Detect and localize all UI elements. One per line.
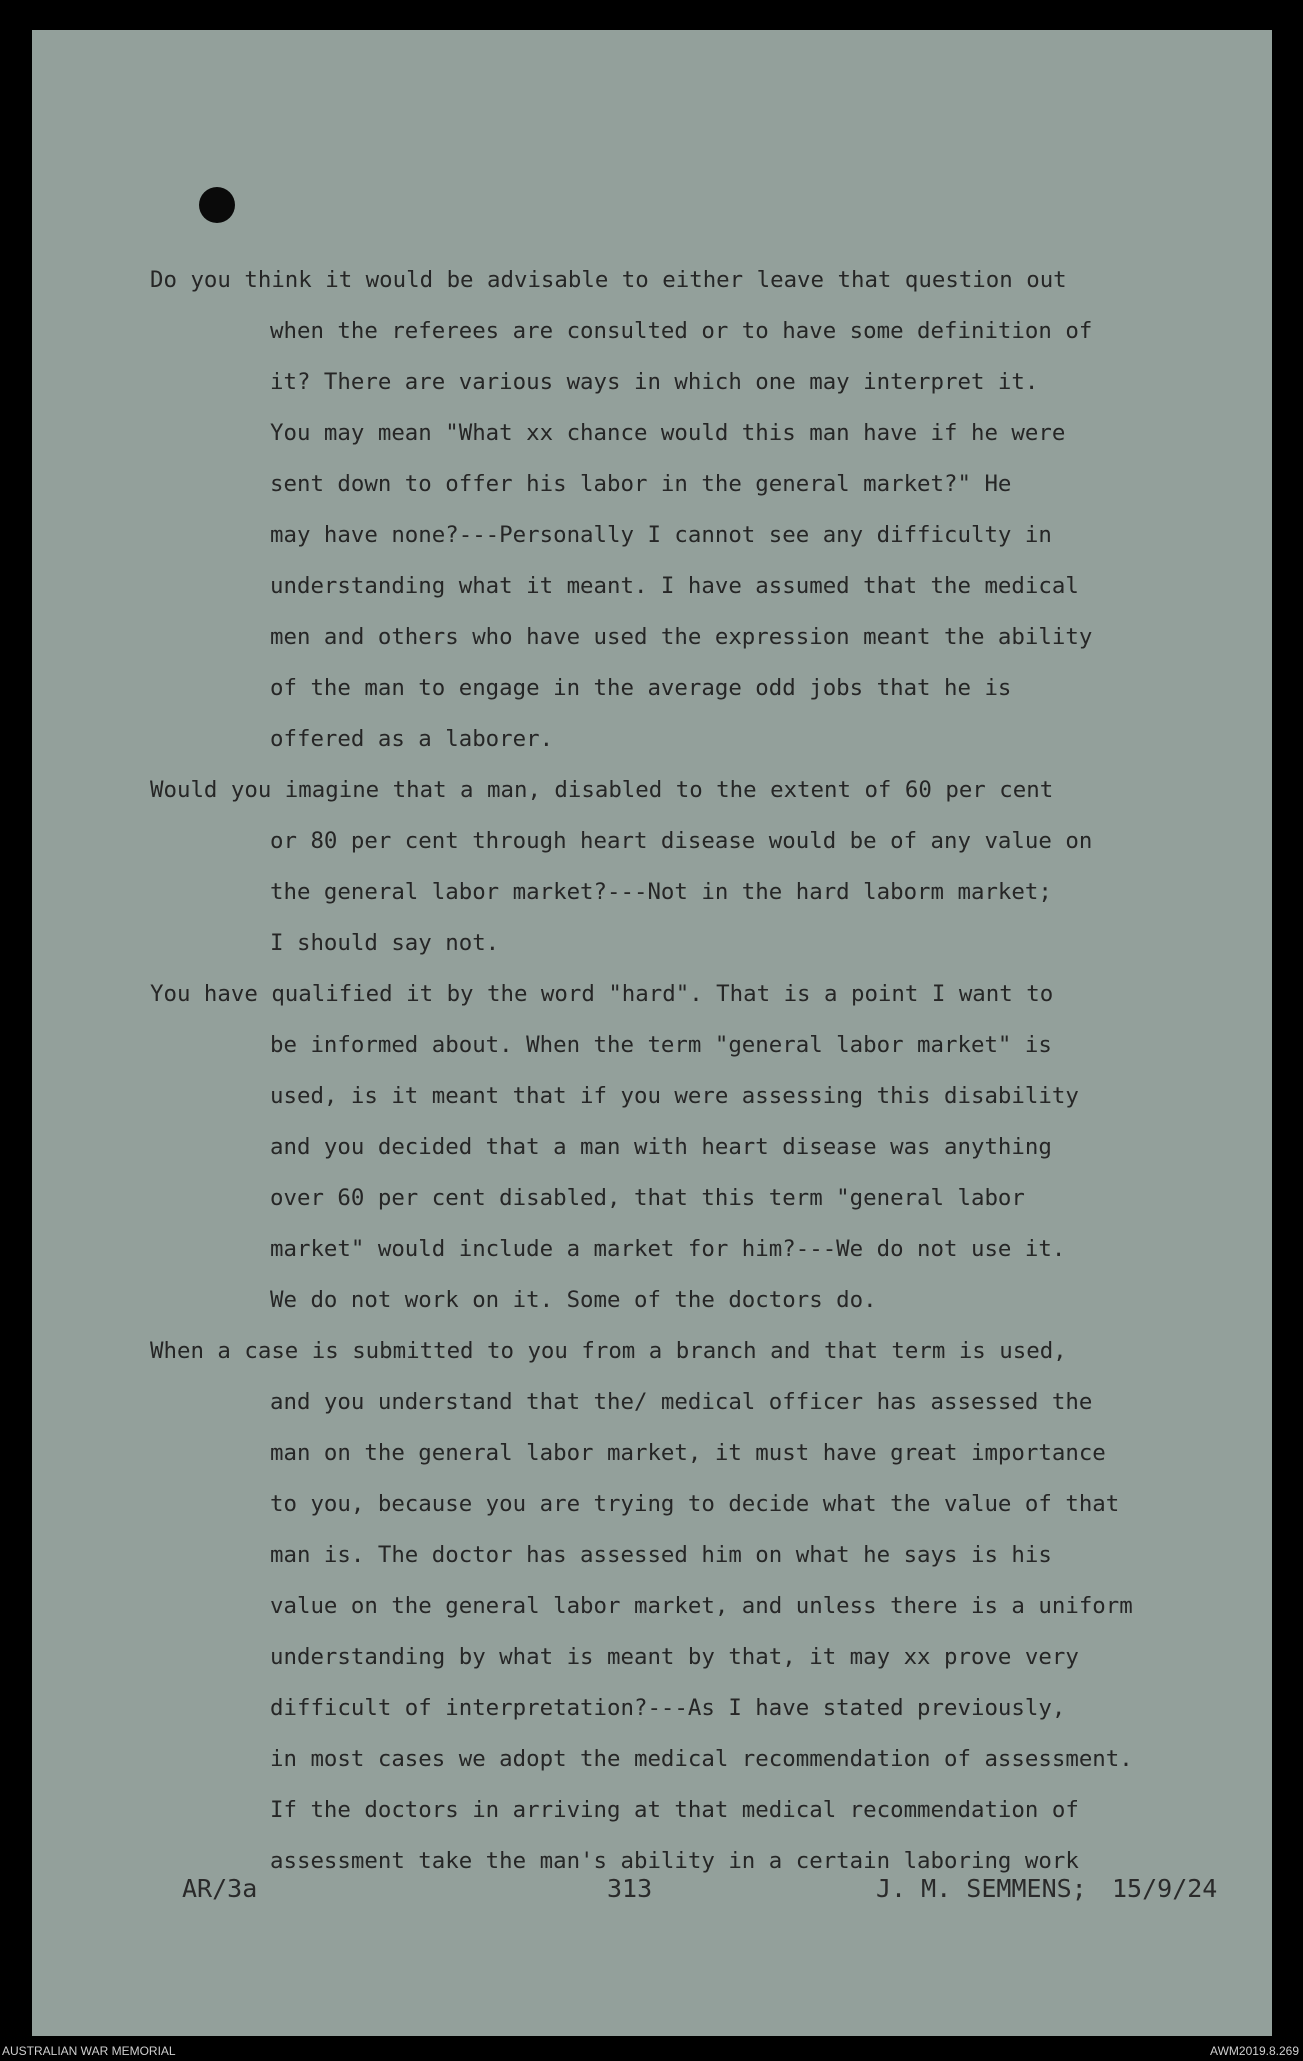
transcript-line: offered as a laborer. <box>270 726 554 752</box>
transcript-line: sent down to offer his labor in the general market?" He <box>270 471 1012 497</box>
transcript-line: and you understand that the/ medical officer has assessed the <box>270 1389 1093 1415</box>
transcript-line: We do not work on it. Some of the doctors do. <box>270 1287 877 1313</box>
transcript-line: it? There are various ways in which one may interpret it. <box>270 369 1039 395</box>
transcript-line: When a case is submitted to you from a branch and that term is used, <box>150 1338 1067 1364</box>
punch-hole <box>199 187 235 223</box>
transcript-line: You may mean "What xx chance would this man have if he were <box>270 420 1066 446</box>
footer-reference: AR/3a <box>182 1874 258 1903</box>
transcript-line: I should say not. <box>270 930 500 956</box>
footer-page-number: 313 <box>607 1874 653 1903</box>
transcript-line: used, is it meant that if you were assessing this disability <box>270 1083 1079 1109</box>
transcript-line: in most cases we adopt the medical recommendation of assessment. <box>270 1746 1133 1772</box>
transcript-line: over 60 per cent disabled, that this term "general labor <box>270 1185 1025 1211</box>
transcript-line: man is. The doctor has assessed him on what he says is his <box>270 1542 1052 1568</box>
transcript-line: If the doctors in arriving at that medical recommendation of <box>270 1797 1079 1823</box>
document-page <box>32 30 1272 2036</box>
transcript-line: You have qualified it by the word "hard". That is a point I want to <box>150 981 1054 1007</box>
transcript-line: or 80 per cent through heart disease would be of any value on <box>270 828 1093 854</box>
transcript-line: and you decided that a man with heart disease was anything <box>270 1134 1052 1160</box>
transcript-line: may have none?---Personally I cannot see any difficulty in <box>270 522 1052 548</box>
transcript-line: value on the general labor market, and unless there is a uniform <box>270 1593 1133 1619</box>
transcript-line: Would you imagine that a man, disabled to the extent of 60 per cent <box>150 777 1054 803</box>
transcript-line: man on the general labor market, it must have great importance <box>270 1440 1106 1466</box>
transcript-line: difficult of interpretation?---As I have stated previously, <box>270 1695 1066 1721</box>
footer-date: 15/9/24 <box>1112 1874 1218 1903</box>
transcript-line: the general labor market?---Not in the hard laborm market; <box>270 879 1052 905</box>
footer-witness: J. M. SEMMENS; <box>876 1874 1087 1903</box>
transcript-line: of the man to engage in the average odd jobs that he is <box>270 675 1012 701</box>
transcript-line: understanding by what is meant by that, it may xx prove very <box>270 1644 1079 1670</box>
transcript-line: when the referees are consulted or to have some definition of <box>270 318 1093 344</box>
transcript-line: to you, because you are trying to decide what the value of that <box>270 1491 1120 1517</box>
transcript-line: market" would include a market for him?---We do not use it. <box>270 1236 1066 1262</box>
transcript-line: Do you think it would be advisable to either leave that question out <box>150 267 1067 293</box>
transcript-line: understanding what it meant. I have assumed that the medical <box>270 573 1079 599</box>
transcript-line: assessment take the man's ability in a certain laboring work <box>270 1848 1079 1874</box>
transcript-line: be informed about. When the term "general labor market" is <box>270 1032 1052 1058</box>
archive-credit-left: AUSTRALIAN WAR MEMORIAL <box>2 2044 176 2058</box>
transcript-line: men and others who have used the expression meant the ability <box>270 624 1093 650</box>
archive-credit-right: AWM2019.8.269 <box>1210 2044 1299 2058</box>
